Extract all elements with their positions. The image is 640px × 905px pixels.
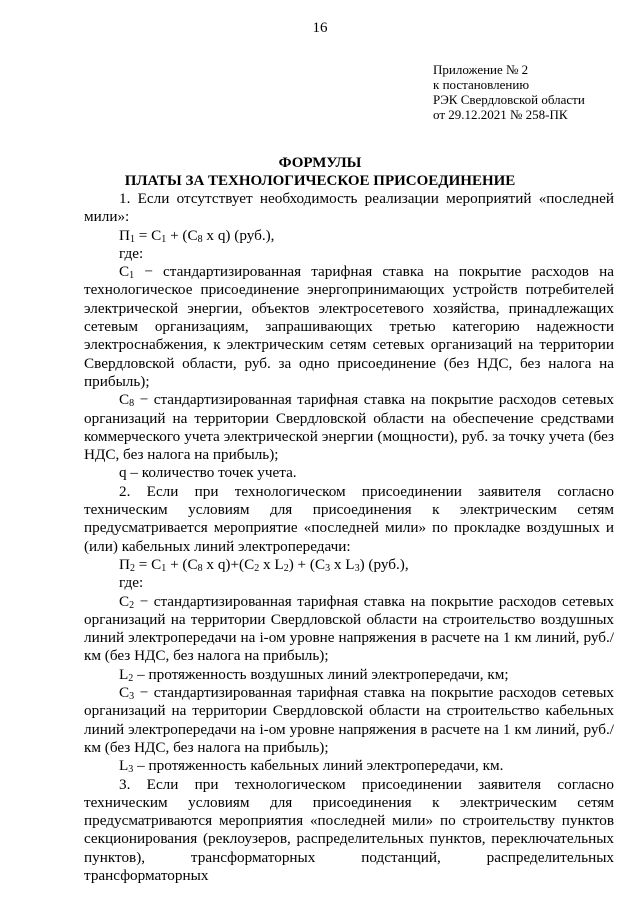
- appendix-line-2: к постановлению: [433, 77, 530, 92]
- definition-l3: $L_3$ – протяженность кабельных линий электропередачи, км.: [119, 757, 504, 776]
- definition-l2: $L_2$ – протяженность воздушных линий электропередачи, км;: [119, 665, 509, 684]
- appendix-header: [433, 62, 585, 122]
- formula-1: $П_1 = С_1 + (С_8$ x q) (руб.),: [119, 226, 275, 245]
- formula-2: $П_2 = С_1 + (С_8$ x $q)+(С_2$ x $L_2) + (С_3$ x $L_3$) (руб.),: [119, 555, 409, 574]
- document-body: [84, 190, 614, 885]
- where-label-1: где:: [119, 244, 144, 262]
- document-title: ФОРМУЛЫ: [278, 155, 362, 171]
- definition-c2: $С_2$ − стандартизированная тарифная ставка на покрытие расходов сетевых организаций на территории Свердловской области на строительство воздушных линий электропередачи на i-ом уровне напряжения в расчете на 1 км линий, руб./км (без НДС, без налога на прибыль);: [84, 592, 614, 665]
- appendix-line-3: РЭК Свердловской области: [433, 92, 585, 107]
- page-number: 16: [312, 20, 328, 36]
- appendix-line-1: Приложение № 2: [433, 62, 529, 77]
- definition-c1: $С_1$ − стандартизированная тарифная ставка на покрытие расходов на технологическое присоединение энергопринимающих устройств потребителей электрической энергии, объектов электросетевого хозяйства, принадлежащих сетевым организациям, запрашивающих третью категорию надежности электроснабжения, к электрическим сетям сетевых организаций на территории Свердловской области, руб. за одно присоединение (без НДС, без налога на прибыль);: [84, 263, 614, 390]
- item-3-text: 3. Если при технологическом присоединении заявителя согласно техническим условиям для присоединения к электрическим сетям предусматриваются мероприятия «последней мили» по строительству пунктов секционирования (реклоузеров, распределительных пунктов, переключательных пунктов), трансформаторных подстанций, распределительных трансформаторных: [84, 775, 614, 884]
- appendix-line-4: от 29.12.2021 № 258-ПК: [433, 107, 568, 122]
- document-subtitle: ПЛАТЫ ЗА ТЕХНОЛОГИЧЕСКОЕ ПРИСОЕДИНЕНИЕ: [124, 173, 516, 189]
- definition-c3: $С_3$ − стандартизированная тарифная ставка на покрытие расходов сетевых организаций на территории Свердловской области на строительство кабельных линий электропередачи на i-ом уровне напряжения в расчете на 1 км линий, руб./км (без НДС, без налога на прибыль);: [84, 684, 614, 756]
- definition-c8: $С_8$ − стандартизированная тарифная ставка на покрытие расходов сетевых организаций на территории Свердловской области на обеспечение средствами коммерческого учета электрической энергии (мощности), руб. за точку учета (без НДС, без налога на прибыль);: [84, 391, 614, 464]
- item-1-intro: 1. Если отсутствует необходимость реализации мероприятий «последней мили»:: [84, 190, 614, 226]
- definition-q: q – количество точек учета.: [119, 464, 297, 482]
- item-2-intro: 2. Если при технологическом присоединении заявителя согласно техническим условиям для присоединения к электрическим сетям предусматривается мероприятие «последней мили» по прокладке воздушных и (или) кабельных линий электропередачи:: [84, 482, 614, 555]
- where-label-2: где:: [119, 574, 144, 592]
